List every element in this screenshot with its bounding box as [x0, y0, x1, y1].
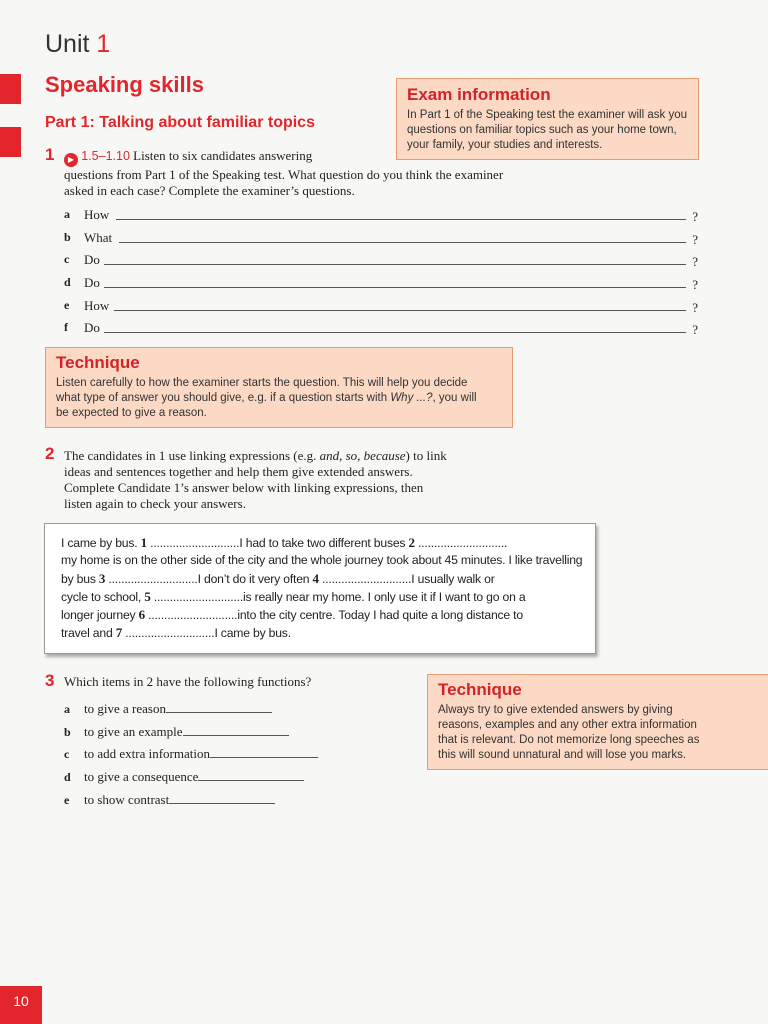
- gap-number-6: 6: [138, 607, 145, 623]
- answer-blank[interactable]: [210, 756, 318, 758]
- question-1-instructions: [64, 148, 604, 199]
- answer-text-1: I came by bus.: [61, 536, 138, 550]
- question-1-line-1: Listen to six candidates answering: [133, 148, 313, 163]
- unit-number: 1: [96, 30, 111, 58]
- item-word: Do: [84, 320, 100, 335]
- item-text: to give a consequence: [84, 769, 199, 784]
- question-mark: ?: [692, 254, 698, 269]
- question-1-item-c: [64, 252, 698, 268]
- answer-blank[interactable]: [166, 711, 272, 713]
- technique-line-2a: what type of answer you should give, e.g. if a question starts with: [56, 392, 391, 404]
- question-3-item-b: [64, 724, 289, 740]
- item-letter: c: [64, 252, 70, 266]
- answer-blank[interactable]: [116, 219, 686, 220]
- question-1-item-d: [64, 275, 698, 291]
- item-word: How: [84, 207, 110, 222]
- answer-blank[interactable]: [198, 779, 304, 781]
- question-3-number: 3: [45, 671, 55, 690]
- item-text: to show contrast: [84, 792, 170, 807]
- page-title: Speaking skills: [45, 72, 204, 97]
- item-letter: d: [64, 275, 71, 289]
- exam-information-title: Exam information: [407, 85, 551, 104]
- question-1-line-3: asked in each case? Complete the examiner’s questions.: [64, 183, 355, 198]
- question-1-item-e: [64, 298, 698, 314]
- page-number: 10: [0, 986, 42, 1024]
- item-letter: c: [64, 747, 70, 761]
- answer-blank[interactable]: [104, 332, 686, 333]
- gap-number-7: 7: [115, 625, 123, 641]
- answer-text-4: by bus: [61, 571, 96, 586]
- gap-blank-4[interactable]: ............................: [322, 571, 412, 586]
- gap-number-5: 5: [144, 588, 151, 604]
- item-letter: d: [64, 770, 71, 784]
- section-subtitle: Part 1: Talking about familiar topics: [45, 114, 315, 131]
- question-mark: ?: [692, 300, 698, 315]
- answer-text-3: my home is on the other side of the city and the whole journey took about 45 minutes. I like travelling: [61, 553, 583, 568]
- item-word: Do: [84, 275, 100, 290]
- technique-line-3: that is relevant. Do not memorize long speeches as: [438, 734, 700, 746]
- gap-blank-6[interactable]: ............................: [148, 608, 238, 623]
- question-3-item-d: [64, 769, 304, 785]
- question-3-item-a: [64, 701, 272, 717]
- gap-number-1: 1: [140, 535, 147, 550]
- answer-text-2: I had to take two different buses: [239, 536, 406, 550]
- question-1-number: 1: [45, 145, 55, 164]
- q2-line-1a: The candidates in 1 use linking expressions (e.g.: [64, 448, 320, 463]
- q2-line-1b: ) to link: [405, 448, 447, 463]
- question-mark: ?: [692, 232, 698, 247]
- question-2-line-1: [64, 448, 524, 464]
- gap-blank-7[interactable]: ............................: [125, 626, 215, 641]
- item-letter: a: [64, 702, 70, 716]
- technique-line-2: reasons, examples and any other extra information: [438, 719, 697, 731]
- answer-blank[interactable]: [104, 287, 686, 288]
- question-mark: ?: [692, 322, 698, 337]
- exam-information-text: In Part 1 of the Speaking test the examiner will ask you questions on familiar topics such as your home town, your family, your studies and interests.: [407, 109, 687, 151]
- technique-box-2: [427, 674, 768, 770]
- technique-text: [56, 376, 502, 421]
- item-word: How: [84, 298, 110, 313]
- question-mark: ?: [692, 209, 698, 224]
- audio-track-number[interactable]: 1.5–1.10: [81, 149, 130, 163]
- gap-blank-3[interactable]: ............................: [108, 571, 198, 586]
- technique-box-1: [45, 347, 513, 428]
- answer-text-8: is really near my home. I only use it if I want to go on a: [243, 589, 526, 604]
- item-letter: b: [64, 230, 71, 244]
- answer-text-11: travel and: [61, 626, 113, 641]
- question-2-line-2: ideas and sentences together and help them give extended answers.: [64, 464, 413, 479]
- answer-text-9: longer journey: [61, 608, 136, 623]
- question-1-item-a: [64, 207, 698, 223]
- question-3-intro: Which items in 2 have the following functions?: [64, 674, 312, 689]
- gap-number-3: 3: [98, 570, 106, 586]
- answer-blank[interactable]: [114, 310, 686, 311]
- side-tab-top: [0, 74, 21, 104]
- question-2-line-4: listen again to check your answers.: [64, 496, 246, 511]
- answer-blank[interactable]: [104, 264, 686, 265]
- question-2-number: 2: [45, 444, 55, 463]
- technique-line-2-em: Why ...?: [390, 392, 433, 404]
- question-3-item-c: [64, 746, 318, 762]
- item-text: to give an example: [84, 724, 183, 739]
- item-letter: b: [64, 725, 71, 739]
- side-tab-bottom: [0, 127, 21, 157]
- item-letter: a: [64, 207, 70, 221]
- item-word: What: [84, 230, 113, 245]
- technique-line-3: be expected to give a reason.: [56, 407, 207, 419]
- item-letter: f: [64, 320, 68, 334]
- candidate-answer-text: [61, 534, 581, 643]
- answer-blank[interactable]: [183, 734, 289, 736]
- answer-text-5: I don’t do it very often: [197, 571, 310, 586]
- answer-text-10: into the city centre. Today I had quite a long distance to: [237, 608, 523, 623]
- gap-number-4: 4: [312, 570, 319, 586]
- technique-line-1: Always try to give extended answers by giving: [438, 704, 673, 716]
- item-letter: e: [64, 298, 70, 312]
- item-text: to give a reason: [84, 701, 166, 716]
- question-1-item-b: [64, 230, 698, 246]
- unit-heading: [45, 30, 110, 59]
- item-text: to add extra information: [84, 746, 210, 761]
- audio-icon[interactable]: ▶: [64, 153, 78, 167]
- unit-label: Unit: [45, 30, 90, 58]
- question-1-item-f: [64, 320, 698, 336]
- gap-blank-5[interactable]: ............................: [153, 589, 244, 604]
- answer-text-6: I usually walk or: [411, 571, 495, 586]
- answer-text-12: I came by bus.: [214, 626, 291, 641]
- answer-text-7: cycle to school,: [61, 589, 142, 604]
- technique-line-1: Listen carefully to how the examiner starts the question. This will help you decide: [56, 377, 468, 389]
- gap-blank-1[interactable]: ............................: [150, 536, 240, 550]
- question-mark: ?: [692, 277, 698, 292]
- question-1-line-2: questions from Part 1 of the Speaking test. What question do you think the examiner: [64, 167, 504, 182]
- answer-blank[interactable]: [169, 802, 275, 804]
- technique-line-2b: , you will: [432, 392, 477, 404]
- candidate-answer-box: [44, 523, 596, 654]
- technique-text: [438, 703, 758, 763]
- technique-title: Technique: [56, 353, 140, 372]
- question-2-instructions: [64, 448, 524, 512]
- question-2-line-3: Complete Candidate 1’s answer below with linking expressions, then: [64, 480, 424, 495]
- technique-line-4: this will sound unnatural and will lose you marks.: [438, 749, 687, 761]
- item-letter: e: [64, 793, 70, 807]
- q2-line-1-em: and, so, because: [319, 448, 406, 463]
- answer-blank[interactable]: [119, 242, 686, 243]
- gap-blank-2[interactable]: ............................: [418, 536, 508, 550]
- technique-title: Technique: [438, 680, 522, 699]
- gap-number-2: 2: [408, 535, 415, 550]
- item-word: Do: [84, 252, 100, 267]
- technique-line-2: [56, 391, 502, 406]
- question-3-item-e: [64, 792, 275, 808]
